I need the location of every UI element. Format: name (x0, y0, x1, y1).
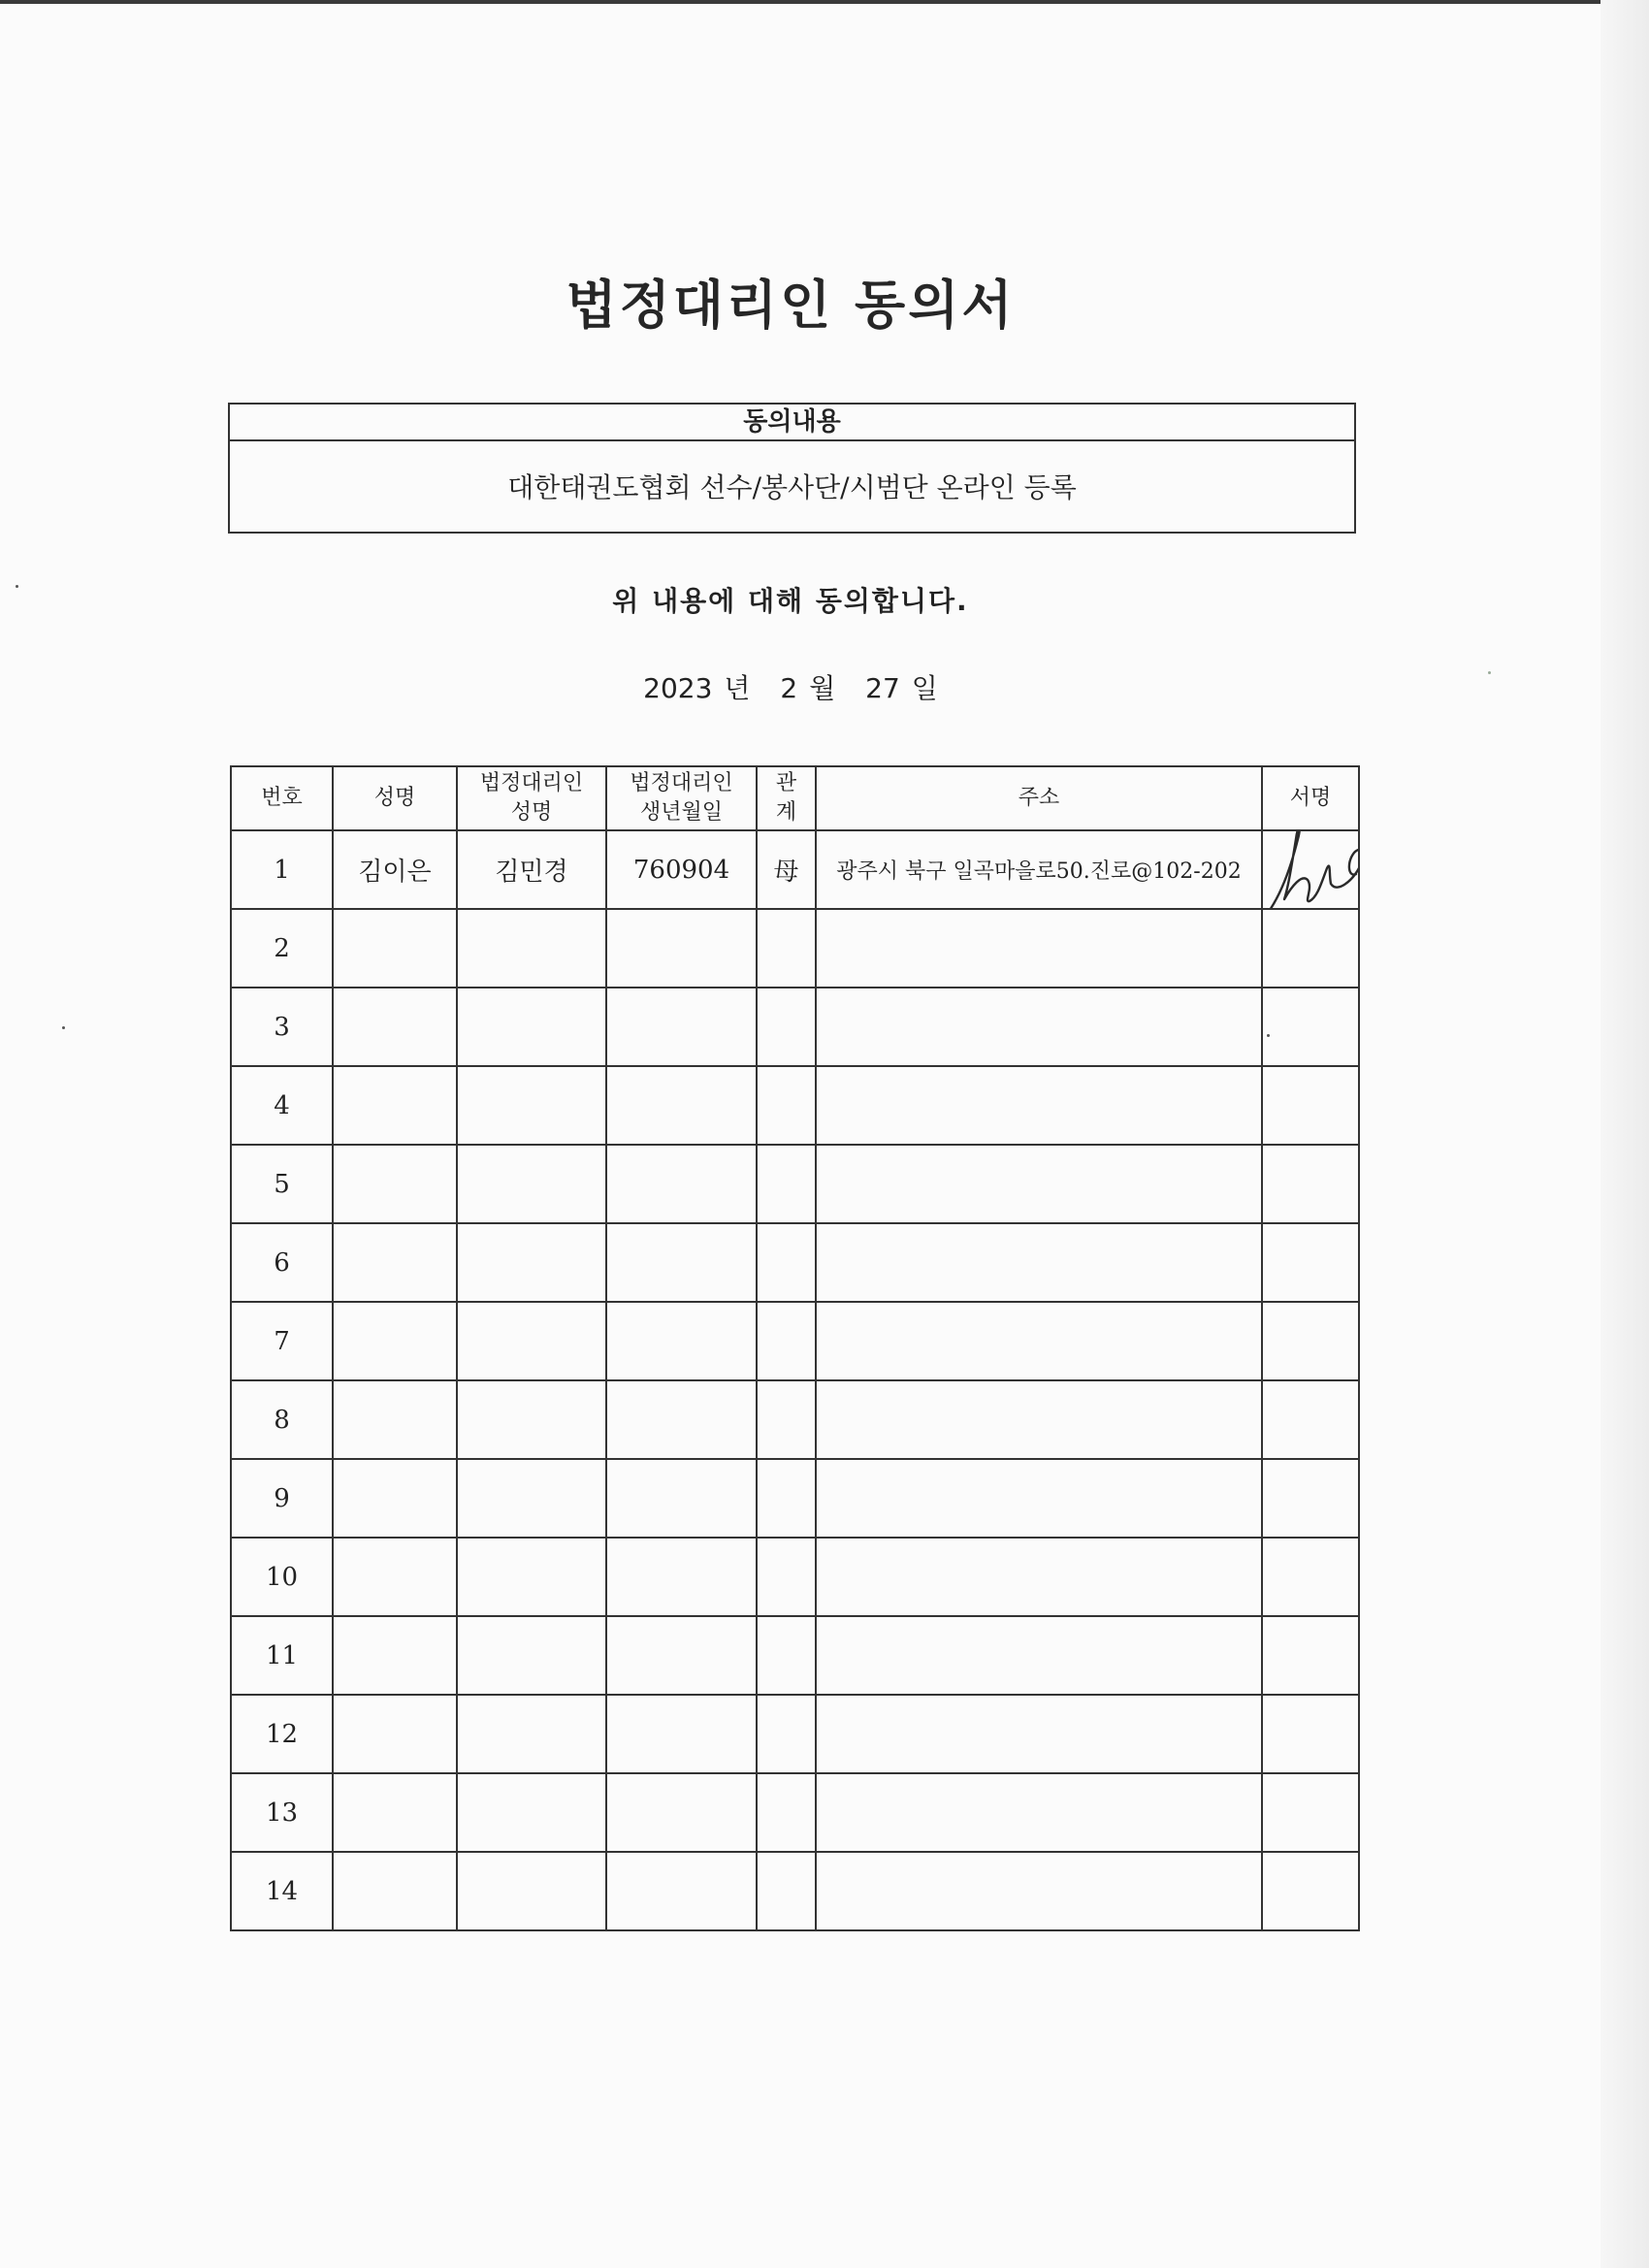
cell-guardian-name (457, 1459, 606, 1538)
table-row (231, 830, 1359, 909)
cell-name (333, 909, 457, 988)
header-no: 번호 (231, 766, 333, 830)
cell-no: 13 (231, 1773, 333, 1852)
cell-signature (1262, 1695, 1359, 1773)
cell-name (333, 1223, 457, 1302)
cell-relation (757, 909, 816, 988)
cell-signature (1262, 1616, 1359, 1695)
cell-address (816, 1380, 1262, 1459)
cell-relation (757, 1302, 816, 1380)
cell-relation: 母 (757, 830, 816, 909)
cell-address (816, 1616, 1262, 1695)
cell-guardian-name (457, 1380, 606, 1459)
date-day-unit: 일 (911, 672, 938, 704)
header-relation-line2: 계 (775, 800, 797, 825)
scan-speck (62, 1026, 65, 1029)
cell-relation (757, 1223, 816, 1302)
cell-relation (757, 1066, 816, 1145)
table-row (231, 1773, 1359, 1852)
header-guardian-birth (606, 766, 757, 830)
cell-signature (1262, 1145, 1359, 1223)
cell-guardian-name (457, 1773, 606, 1852)
date-day: 27 (865, 672, 900, 704)
consent-box (228, 403, 1356, 534)
cell-name (333, 1616, 457, 1695)
cell-no: 8 (231, 1380, 333, 1459)
cell-no: 1 (231, 830, 333, 909)
cell-guardian-name (457, 1852, 606, 1930)
cell-signature (1262, 1459, 1359, 1538)
cell-guardian-name (457, 1616, 606, 1695)
cell-no: 3 (231, 988, 333, 1066)
header-guardian-birth-line1: 법정대리인 (630, 771, 733, 795)
cell-name (333, 1538, 457, 1616)
cell-address (816, 1459, 1262, 1538)
table-row (231, 988, 1359, 1066)
cell-address (816, 1852, 1262, 1930)
cell-no: 10 (231, 1538, 333, 1616)
table-row (231, 909, 1359, 988)
cell-address: 광주시 북구 일곡마을로50.진로@102-202 (816, 830, 1262, 909)
cell-signature (1262, 909, 1359, 988)
date-month-unit: 월 (809, 672, 836, 704)
cell-guardian-birth (606, 1380, 757, 1459)
date-month: 2 (780, 672, 798, 704)
cell-name (333, 1145, 457, 1223)
header-guardian-name (457, 766, 606, 830)
cell-no: 7 (231, 1302, 333, 1380)
agreement-statement: 위 내용에 대해 동의합니다. (612, 585, 969, 617)
scan-edge-right (1600, 0, 1649, 2268)
cell-relation (757, 1852, 816, 1930)
cell-address (816, 1538, 1262, 1616)
cell-guardian-birth (606, 1695, 757, 1773)
cell-address (816, 1302, 1262, 1380)
cell-guardian-birth (606, 909, 757, 988)
cell-relation (757, 1773, 816, 1852)
cell-name (333, 1852, 457, 1930)
header-relation-line1: 관 (775, 771, 797, 795)
cell-signature (1262, 1302, 1359, 1380)
cell-signature (1262, 1773, 1359, 1852)
table-row (231, 1616, 1359, 1695)
page-title: 법정대리인 동의서 (566, 275, 1016, 336)
cell-name (333, 1773, 457, 1852)
cell-signature (1262, 1066, 1359, 1145)
consent-content: 대한태권도협회 선수/봉사단/시범단 온라인 등록 (507, 471, 1077, 503)
cell-no: 5 (231, 1145, 333, 1223)
header-guardian-name-line1: 법정대리인 (479, 771, 584, 795)
cell-guardian-birth (606, 1459, 757, 1538)
cell-no: 6 (231, 1223, 333, 1302)
cell-name (333, 1695, 457, 1773)
date-line (0, 667, 1581, 706)
cell-guardian-name (457, 1302, 606, 1380)
table-row (231, 1538, 1359, 1616)
table-row (231, 1302, 1359, 1380)
cell-signature (1262, 1538, 1359, 1616)
cell-address (816, 1773, 1262, 1852)
cell-relation (757, 1538, 816, 1616)
table-row (231, 1066, 1359, 1145)
cell-guardian-birth (606, 1302, 757, 1380)
cell-address (816, 1145, 1262, 1223)
cell-guardian-birth (606, 1066, 757, 1145)
consent-header: 동의내용 (230, 405, 1354, 441)
cell-address (816, 1223, 1262, 1302)
handwritten-signature (1262, 830, 1359, 909)
header-relation (757, 766, 816, 830)
cell-no: 4 (231, 1066, 333, 1145)
cell-name (333, 1380, 457, 1459)
guardian-roster-table (230, 765, 1360, 1931)
cell-relation (757, 1145, 816, 1223)
table-row (231, 1695, 1359, 1773)
cell-guardian-name (457, 909, 606, 988)
cell-guardian-name (457, 1145, 606, 1223)
cell-relation (757, 1380, 816, 1459)
cell-no: 9 (231, 1459, 333, 1538)
date-year: 2023 (643, 672, 713, 704)
date-year-unit: 년 (724, 672, 751, 704)
cell-relation (757, 1616, 816, 1695)
cell-signature (1262, 988, 1359, 1066)
cell-signature (1262, 1223, 1359, 1302)
header-address: 주소 (816, 766, 1262, 830)
cell-guardian-name: 김민경 (457, 830, 606, 909)
cell-guardian-name (457, 1538, 606, 1616)
table-row (231, 1145, 1359, 1223)
table-header-row (231, 766, 1359, 830)
cell-guardian-birth (606, 1538, 757, 1616)
header-name: 성명 (333, 766, 457, 830)
table-row (231, 1459, 1359, 1538)
cell-no: 12 (231, 1695, 333, 1773)
cell-relation (757, 1695, 816, 1773)
cell-signature (1262, 830, 1359, 909)
cell-guardian-birth (606, 1852, 757, 1930)
table-row (231, 1852, 1359, 1930)
cell-address (816, 909, 1262, 988)
cell-guardian-birth (606, 1145, 757, 1223)
table-row (231, 1223, 1359, 1302)
cell-name: 김이은 (333, 830, 457, 909)
cell-relation (757, 988, 816, 1066)
cell-address (816, 1695, 1262, 1773)
cell-address (816, 988, 1262, 1066)
cell-name (333, 1459, 457, 1538)
cell-name (333, 1066, 457, 1145)
header-signature: 서명 (1262, 766, 1359, 830)
cell-guardian-birth: 760904 (606, 830, 757, 909)
cell-relation (757, 1459, 816, 1538)
cell-signature (1262, 1380, 1359, 1459)
cell-guardian-name (457, 1695, 606, 1773)
cell-guardian-name (457, 988, 606, 1066)
scan-edge-top (0, 0, 1649, 4)
cell-guardian-birth (606, 1223, 757, 1302)
cell-signature (1262, 1852, 1359, 1930)
cell-name (333, 1302, 457, 1380)
cell-guardian-name (457, 1066, 606, 1145)
cell-guardian-birth (606, 1773, 757, 1852)
cell-no: 11 (231, 1616, 333, 1695)
cell-name (333, 988, 457, 1066)
cell-no: 2 (231, 909, 333, 988)
cell-guardian-birth (606, 988, 757, 1066)
cell-no: 14 (231, 1852, 333, 1930)
header-guardian-birth-line2: 생년월일 (639, 800, 723, 825)
cell-address (816, 1066, 1262, 1145)
cell-guardian-birth (606, 1616, 757, 1695)
cell-guardian-name (457, 1223, 606, 1302)
header-guardian-name-line2: 성명 (510, 800, 553, 825)
table-row (231, 1380, 1359, 1459)
